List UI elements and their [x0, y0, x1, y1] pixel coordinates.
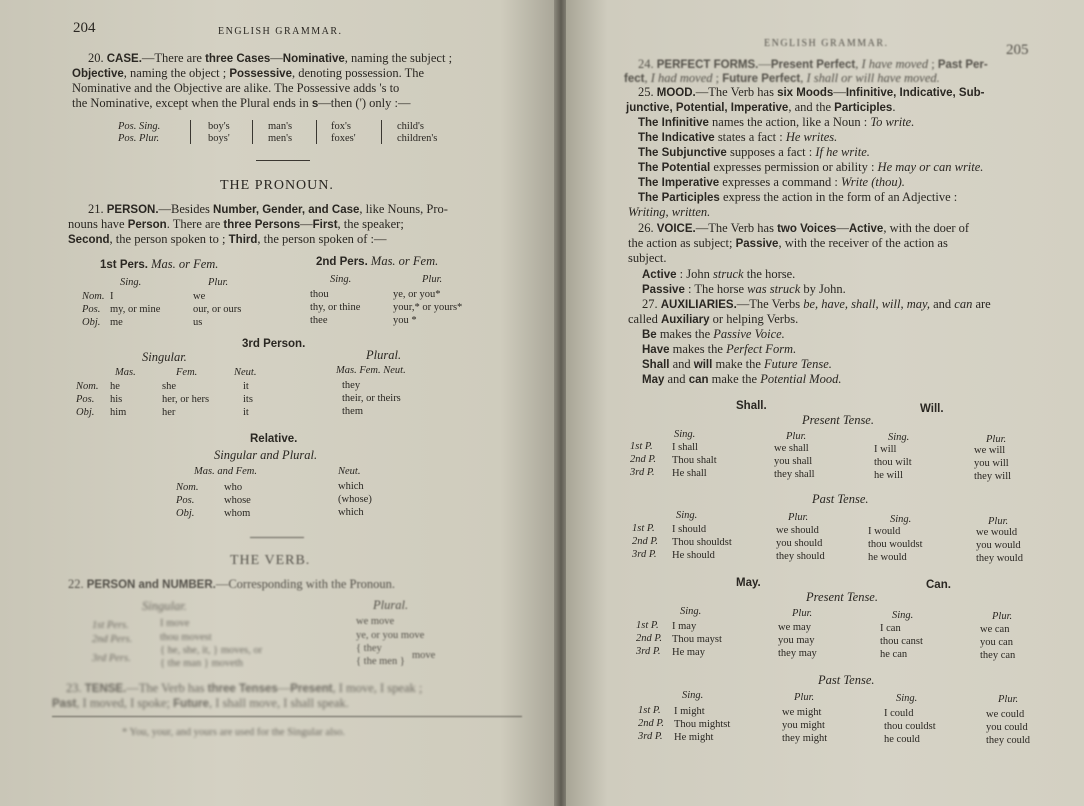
pronoun-form: which: [338, 507, 364, 518]
pronoun-form: his: [110, 394, 123, 405]
section-26-line-1: 26. VOICE.—The Verb has two Voices—Active, with the doer of: [638, 221, 970, 235]
plur-label: Plur.: [988, 516, 1009, 527]
voice-passive: Passive : The horse was struck by John.: [642, 282, 846, 296]
gender-label: Mas. Fem. Neut.: [336, 365, 406, 376]
past-tense-label: Past Tense.: [818, 673, 875, 687]
person-label: 1st P.: [638, 705, 661, 716]
plur-label: Plur.: [792, 608, 813, 619]
can-heading: Can.: [926, 579, 951, 591]
verb-form: I move: [160, 618, 190, 629]
mood-item: The Imperative expresses a command : Write (thou).: [638, 175, 905, 189]
pronoun-form: which: [338, 481, 364, 492]
case-table-cell: children's: [397, 133, 438, 144]
shall-heading: Shall.: [736, 400, 767, 412]
pronoun-form: her: [162, 407, 176, 418]
right-page: [566, 0, 1084, 806]
pronoun-heading: THE PRONOUN.: [220, 178, 334, 193]
second-person-title: 2nd Pers. Mas. or Fem.: [316, 254, 439, 268]
conjugation-form: He might: [674, 732, 714, 743]
conjugation-form: we shall: [774, 443, 809, 454]
pronoun-form: they: [342, 380, 361, 391]
second-person-plur-label: Plur.: [422, 274, 443, 285]
conjugation-form: I might: [674, 706, 705, 717]
case-table-cell: boy's: [208, 121, 230, 132]
section-21-line-2: nouns have Person. There are three Persons—First, the speaker;: [68, 217, 404, 231]
relative-mf-label: Mas. and Fem.: [194, 466, 257, 477]
mood-item: The Potential expresses permission or ability : He may or can write.: [638, 160, 984, 174]
conjugation-form: I could: [884, 708, 914, 719]
conjugation-form: they would: [976, 553, 1023, 564]
pronoun-form: we: [193, 291, 206, 302]
case-table-cell: men's: [268, 133, 293, 144]
running-head: ENGLISH GRAMMAR.: [218, 26, 343, 37]
plur-label: Plur.: [986, 434, 1007, 445]
verb-heading: THE VERB.: [230, 553, 311, 568]
case-label: Nom.: [176, 482, 199, 493]
sing-label: Sing.: [896, 693, 918, 704]
pronoun-form: it: [243, 381, 249, 392]
conjugation-form: He shall: [672, 468, 707, 479]
conjugation-form: he can: [880, 649, 908, 660]
section-rule: [250, 537, 304, 538]
pronoun-form: (whose): [338, 494, 372, 505]
may-heading: May.: [736, 577, 761, 589]
conjugation-form: we will: [974, 445, 1006, 456]
sing-label: Sing.: [682, 690, 704, 701]
conjugation-form: He may: [672, 647, 705, 658]
pronoun-form: it: [243, 407, 249, 418]
pronoun-form: she: [162, 381, 176, 392]
section-22-line-1: 22. PERSON and NUMBER.—Corresponding with the Pronoun.: [68, 577, 395, 591]
conjugation-form: they shall: [774, 469, 815, 480]
pronoun-form: who: [224, 482, 243, 493]
case-label: Nom.: [82, 291, 105, 302]
third-person-singular: Singular.: [142, 350, 187, 364]
case-table-divider: [316, 120, 317, 144]
conjugation-form: we can: [980, 624, 1010, 635]
section-27-line-1: 27. AUXILIARIES.—The Verbs be, have, shall, will, may, and can are: [642, 297, 991, 311]
conjugation-form: you may: [778, 635, 815, 646]
pronoun-form: whose: [224, 495, 251, 506]
conjugation-form: I would: [868, 526, 901, 537]
mood-item: The Infinitive names the action, like a Noun : To write.: [638, 115, 915, 129]
conjugation-form: I should: [672, 524, 707, 535]
case-table-cell: boys': [208, 133, 230, 144]
pronoun-form: whom: [224, 508, 251, 519]
pronoun-form: her, or hers: [162, 394, 210, 405]
mood-item: The Subjunctive supposes a fact : If he write.: [638, 145, 870, 159]
first-person-title: 1st Pers. Mas. or Fem.: [100, 257, 219, 271]
case-table-cell: foxes': [331, 133, 356, 144]
conjugation-form: he would: [868, 552, 907, 563]
mood-item-continued: Writing, written.: [628, 205, 711, 219]
sing-label: Sing.: [892, 610, 914, 621]
conjugation-form: I may: [672, 621, 697, 632]
conjugation-form: they should: [776, 551, 825, 562]
case-table-label-plur: Pos. Plur.: [118, 133, 160, 144]
sing-label: Sing.: [676, 510, 698, 521]
section-27-line-2: called Auxiliary or helping Verbs.: [628, 312, 799, 326]
case-table-label-sing: Pos. Sing.: [118, 121, 161, 132]
case-table-cell: man's: [268, 121, 293, 132]
verb-form: thou movest: [160, 632, 212, 643]
section-26-line-3: subject.: [628, 251, 667, 265]
sing-label: Sing.: [674, 429, 696, 440]
conjugation-form: they may: [778, 648, 817, 659]
second-person-sing-label: Sing.: [330, 274, 352, 285]
section-24-line-1: 24. PERFECT FORMS.—Present Perfect, I have moved ; Past Per-: [638, 57, 988, 71]
conjugation-form: He should: [672, 550, 715, 561]
conjugation-form: I shall: [672, 442, 698, 453]
verb-form: { the man } moveth: [160, 658, 243, 669]
gender-label: Fem.: [176, 367, 198, 378]
section-20-line-4: the Nominative, except when the Plural ends in s—then (') only :—: [72, 96, 411, 110]
case-table-divider: [190, 120, 191, 144]
conjugation-form: Thou mayst: [672, 634, 722, 645]
pronoun-form: I: [110, 291, 114, 302]
conjugation-form: you shall: [774, 456, 813, 467]
verb-singular-label: Singular.: [142, 599, 187, 613]
person-label: 3rd P.: [636, 646, 661, 657]
auxiliary-item: Have makes the Perfect Form.: [642, 342, 797, 356]
pronoun-form: us: [193, 317, 203, 328]
conjugation-form: they could: [986, 735, 1031, 746]
auxiliary-item: May and can make the Potential Mood.: [642, 372, 842, 386]
first-person-plur-label: Plur.: [208, 277, 229, 288]
pronoun-form: its: [243, 394, 253, 405]
conjugation-form: he will: [874, 470, 903, 481]
person-label: 3rd Pers.: [92, 653, 131, 664]
conjugation-form: we would: [976, 527, 1018, 538]
page-number: 204: [73, 20, 96, 36]
conjugation-form: thou wilt: [874, 457, 912, 468]
person-label: 3rd P.: [632, 549, 657, 560]
pronoun-form: them: [342, 406, 363, 417]
auxiliary-item: Be makes the Passive Voice.: [642, 327, 785, 341]
pronoun-form: ye, or you*: [393, 289, 441, 300]
section-26-line-2: the action as subject; Passive, with the receiver of the action as: [628, 236, 948, 250]
section-20-line-3: Nominative and the Objective are alike. The Possessive adds 's to: [72, 81, 400, 95]
sing-label: Sing.: [680, 606, 702, 617]
conjugation-form: they might: [782, 733, 828, 744]
conjugation-form: you should: [776, 538, 823, 549]
person-label: 1st P.: [636, 620, 659, 631]
conjugation-form: Thou shouldst: [672, 537, 732, 548]
verb-form: { he, she, it, } moves, or: [160, 645, 263, 656]
conjugation-form: thou couldst: [884, 721, 936, 732]
mood-item: The Indicative states a fact : He writes.: [638, 130, 838, 144]
sing-label: Sing.: [888, 432, 910, 443]
section-25-line-1: 25. MOOD.—The Verb has six Moods—Infinitive, Indicative, Sub-: [638, 85, 985, 99]
pronoun-form: he: [110, 381, 120, 392]
pronoun-form: him: [110, 407, 127, 418]
pronoun-form: me: [110, 317, 123, 328]
plur-label: Plur.: [992, 611, 1013, 622]
relative-title: Relative.: [250, 433, 298, 445]
past-tense-label: Past Tense.: [812, 492, 869, 506]
page-number: 205: [1006, 42, 1029, 58]
section-23-line-2: Past, I moved, I spoke; Future, I shall move, I shall speak.: [52, 696, 349, 710]
auxiliary-item: Shall and will make the Future Tense.: [642, 357, 832, 371]
section-24-line-2: fect, I had moved ; Future Perfect, I shall or will have moved.: [624, 71, 940, 85]
case-table-cell: fox's: [331, 121, 351, 132]
pronoun-form: thee: [310, 315, 328, 326]
pronoun-form: you *: [393, 315, 417, 326]
running-head: ENGLISH GRAMMAR.: [764, 38, 889, 49]
pronoun-form: thy, or thine: [310, 302, 361, 313]
person-label: 1st P.: [632, 523, 655, 534]
third-person-title: 3rd Person.: [242, 338, 306, 350]
person-label: 2nd P.: [636, 633, 663, 644]
pronoun-form: their, or theirs: [342, 393, 401, 404]
conjugation-form: they can: [980, 650, 1016, 661]
case-table-cell: child's: [397, 121, 424, 132]
section-25-line-2: junctive, Potential, Imperative, and the Participles.: [626, 100, 896, 114]
case-label: Nom.: [76, 381, 99, 392]
will-heading: Will.: [920, 403, 944, 415]
conjugation-form: you might: [782, 720, 825, 731]
sing-label: Sing.: [890, 514, 912, 525]
gender-label: Neut.: [234, 367, 257, 378]
footnote-rule: [52, 716, 522, 717]
case-label: Pos.: [176, 495, 195, 506]
first-person-sing-label: Sing.: [120, 277, 142, 288]
case-label: Pos.: [82, 304, 101, 315]
section-20-line-2: Objective, naming the object ; Possessive, denoting possession. The: [72, 66, 425, 80]
section-21-line-1: 21. PERSON.—Besides Number, Gender, and Case, like Nouns, Pro-: [88, 202, 448, 216]
third-person-plural: Plural.: [366, 348, 402, 362]
conjugation-form: Thou mightst: [674, 719, 731, 730]
footnote: * You, your, and yours are used for the Singular also.: [122, 727, 345, 738]
person-label: 3rd P.: [638, 731, 663, 742]
pronoun-form: thou: [310, 289, 329, 300]
case-label: Obj.: [82, 317, 101, 328]
section-21-line-3: Second, the person spoken to ; Third, the person spoken of :—: [68, 232, 387, 246]
person-label: 2nd Pers.: [92, 634, 133, 645]
verb-form: { the men }: [356, 656, 405, 667]
case-label: Obj.: [176, 508, 195, 519]
plur-label: Plur.: [794, 692, 815, 703]
voice-active: Active : John struck the horse.: [642, 267, 796, 281]
conjugation-form: thou canst: [880, 636, 923, 647]
person-label: 3rd P.: [630, 467, 655, 478]
plur-label: Plur.: [998, 694, 1019, 705]
pronoun-form: my, or mine: [110, 304, 161, 315]
gender-label: Mas.: [115, 367, 136, 378]
section-20-line-1: 20. CASE.—There are three Cases—Nominative, naming the subject ;: [88, 51, 453, 65]
verb-form: { they: [356, 643, 382, 654]
conjugation-form: I will: [874, 444, 897, 455]
relative-subtitle: Singular and Plural.: [214, 448, 318, 462]
verb-plural-label: Plural.: [373, 598, 409, 612]
conjugation-form: we may: [778, 622, 811, 633]
conjugation-form: we should: [776, 525, 819, 536]
verb-form: move: [412, 650, 436, 661]
case-table-divider: [252, 120, 253, 144]
conjugation-form: I can: [880, 623, 901, 634]
section-rule: [256, 160, 310, 161]
plur-label: Plur.: [786, 431, 807, 442]
person-label: 2nd P.: [630, 454, 657, 465]
person-label: 1st Pers.: [92, 620, 129, 631]
mood-item: The Participles express the action in the form of an Adjective :: [638, 190, 958, 204]
verb-form: ye, or you move: [356, 630, 425, 641]
person-label: 2nd P.: [632, 536, 659, 547]
conjugation-form: you would: [976, 540, 1021, 551]
conjugation-form: they will: [974, 471, 1012, 482]
conjugation-form: he could: [884, 734, 920, 745]
case-label: Obj.: [76, 407, 95, 418]
case-label: Pos.: [76, 394, 95, 405]
present-tense-label: Present Tense.: [806, 590, 878, 604]
case-table-divider: [381, 120, 382, 144]
conjugation-form: you will: [974, 458, 1009, 469]
conjugation-form: thou wouldst: [868, 539, 923, 550]
plur-label: Plur.: [788, 512, 809, 523]
conjugation-form: we might: [782, 707, 822, 718]
conjugation-form: you could: [986, 722, 1028, 733]
conjugation-form: Thou shalt: [672, 455, 717, 466]
conjugation-form: you can: [980, 637, 1013, 648]
relative-neut-label: Neut.: [338, 466, 361, 477]
conjugation-form: we could: [986, 709, 1025, 720]
present-tense-label: Present Tense.: [802, 413, 874, 427]
section-23-line-1: 23. TENSE.—The Verb has three Tenses—Present, I move, I speak ;: [66, 681, 423, 695]
pronoun-form: your,* or yours*: [393, 302, 463, 313]
verb-form: we move: [356, 616, 395, 627]
pronoun-form: our, or ours: [193, 304, 242, 315]
person-label: 2nd P.: [638, 718, 665, 729]
person-label: 1st P.: [630, 441, 653, 452]
